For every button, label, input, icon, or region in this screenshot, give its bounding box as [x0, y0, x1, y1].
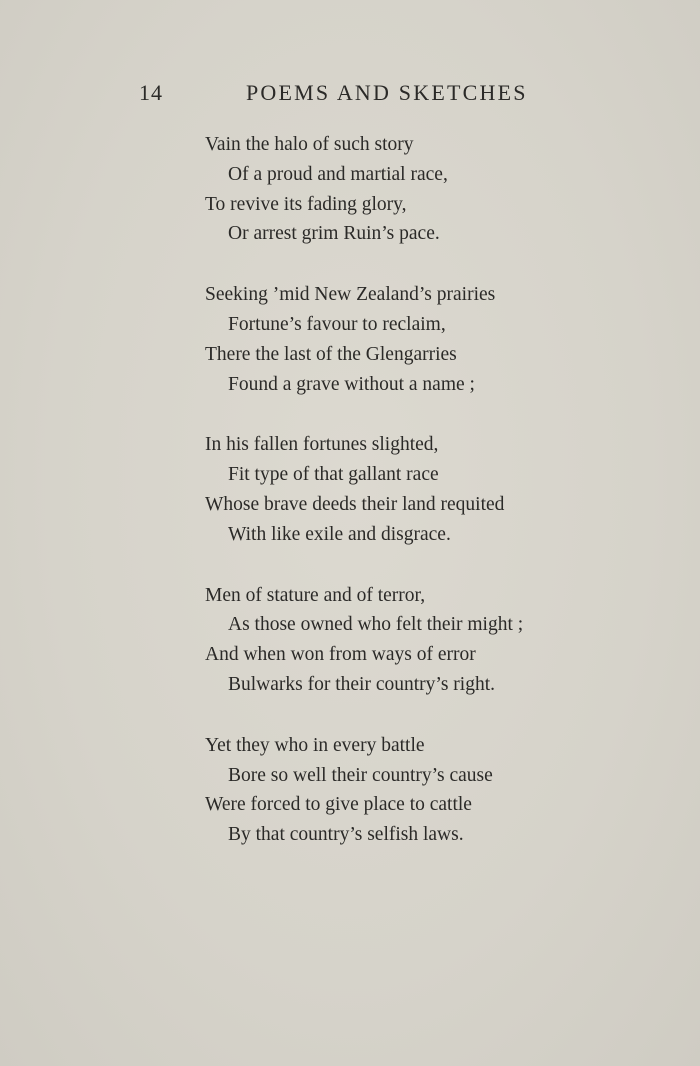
poem-line: Fortune’s favour to reclaim, — [228, 313, 446, 335]
poem-line: With like exile and disgrace. — [228, 523, 451, 545]
stanza — [205, 280, 665, 399]
poem-line: Were forced to give place to cattle — [205, 794, 472, 816]
poem-line: Yet they who in every battle — [205, 734, 425, 756]
stanza — [205, 731, 665, 850]
poem-line: Or arrest grim Ruin’s pace. — [228, 223, 440, 245]
poem-line: By that country’s selfish laws. — [228, 824, 464, 846]
poem-line: Whose brave deeds their land requited — [205, 493, 505, 515]
poem-line: In his fallen fortunes slighted, — [205, 434, 439, 456]
poem-line: And when won from ways of error — [205, 644, 476, 666]
poem-line: Fit type of that gallant race — [228, 464, 439, 486]
poem-line: Bore so well their country’s cause — [228, 764, 493, 786]
running-head: POEMS AND SKETCHES — [246, 80, 528, 105]
poem-line: There the last of the Glengarries — [205, 343, 457, 365]
poem-line: Seeking ’mid New Zealand’s prairies — [205, 284, 496, 306]
stanza — [205, 430, 665, 549]
page-number: 14 — [139, 80, 163, 105]
poem-line: To revive its fading glory, — [205, 193, 407, 215]
poem-line: As those owned who felt their might ; — [228, 614, 524, 636]
poem-body — [205, 130, 665, 850]
poem-line: Found a grave without a name ; — [228, 373, 475, 395]
poem-line: Men of stature and of terror, — [205, 584, 426, 606]
poem-line: Of a proud and martial race, — [228, 163, 448, 185]
poem-line: Bulwarks for their country’s right. — [228, 673, 495, 695]
poem-line: Vain the halo of such story — [205, 134, 414, 155]
stanza — [205, 130, 665, 249]
stanza — [205, 581, 665, 700]
